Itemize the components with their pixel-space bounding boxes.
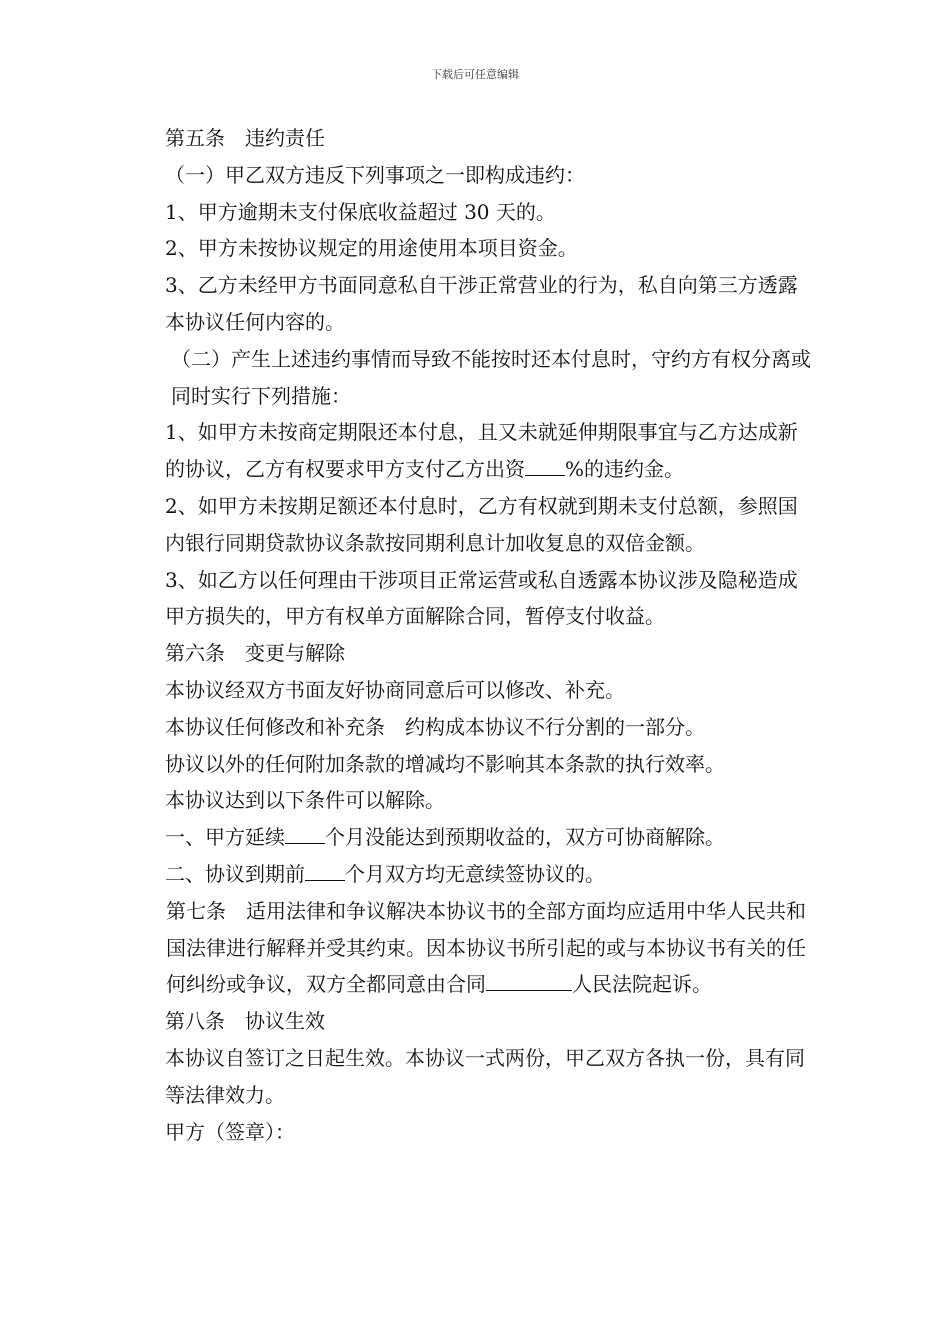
amendment-clause-3: 协议以外的任何附加条款的增减均不影响其本条款的执行效率。 [165,751,725,776]
remedy-item-1-tail: %的违约金。 [565,457,685,482]
termination-item-1-tail: 个月没能达到预期收益的，双方可协商解除。 [325,825,725,850]
breach-intro: （一）甲乙双方违反下列事项之一即构成违约： [165,162,585,187]
court-blank [486,972,572,991]
breach-item-2: 2、甲方未按协议规定的用途使用本项目资金。 [165,236,578,261]
percent-blank [525,457,565,476]
remedy-item-3: 3、如乙方以任何理由干涉项目正常运营或私自透露本协议涉及隐秘造成甲方损失的，甲方有权单方面解除合同，暂停支付收益。 [165,567,798,629]
breach-item-3: 3、乙方未经甲方书面同意私自干涉正常营业的行为，私自向第三方透露本协议任何内容的。 [165,273,798,334]
article-6-heading: 第六条 变更与解除 [165,641,345,666]
termination-intro: 本协议达到以下条件可以解除。 [165,788,445,813]
document-body [145,120,815,1150]
termination-item-1-text: 一、甲方延续 [165,825,285,850]
article-7-text: 第七条 适用法律和争议解决本协议书的全部方面均应适用中华人民共和国法律进行解释并受其约束。因本协议书所引起的或与本协议书有关的任何纠纷或争议，双方全都同意由合同 [166,898,806,997]
article-8-heading: 第八条 协议生效 [165,1009,325,1034]
amendment-clause-2: 本协议任何修改和补充条 约构成本协议不行分割的一部分。 [165,714,705,739]
party-a-signature-label: 甲方（签章）： [165,1119,295,1144]
termination-item-1 [145,819,815,856]
remedy-item-1 [145,414,815,488]
termination-item-2 [145,856,815,893]
breach-item-1: 1、甲方逾期未支付保底收益超过 30 天的。 [165,199,556,224]
termination-item-2-text: 二、协议到期前 [165,861,305,886]
remedy-item-2: 2、如甲方未按期足额还本付息时，乙方有权就到期未支付总额，参照国内银行同期贷款协议条款按同期利息计加收复息的双倍金额。 [165,493,798,555]
article-7-tail: 人民法院起诉。 [572,972,712,997]
months-blank [285,825,325,844]
months-before-expiry-blank [305,862,345,881]
effectiveness-clause: 本协议自签订之日起生效。本协议一式两份，甲乙双方各执一份，具有同等法律效力。 [165,1045,805,1107]
termination-item-2-tail: 个月双方均无意续签协议的。 [345,861,605,886]
amendment-clause-1: 本协议经双方书面友好协商同意后可以修改、补充。 [165,677,625,702]
article-5-heading: 第五条 违约责任 [165,126,325,150]
article-7-paragraph [145,893,815,1003]
remedy-item-1-text: 1、如甲方未按商定期限还本付息，且又未就延伸期限事宜与乙方达成新的协议，乙方有权要求甲方支付乙方出资 [165,420,798,482]
page-header: 下载后可任意编辑 [431,68,519,81]
remedy-intro: （二）产生上述违约事情而导致不能按时还本付息时，守约方有权分离或同时实行下列措施： [171,346,811,408]
